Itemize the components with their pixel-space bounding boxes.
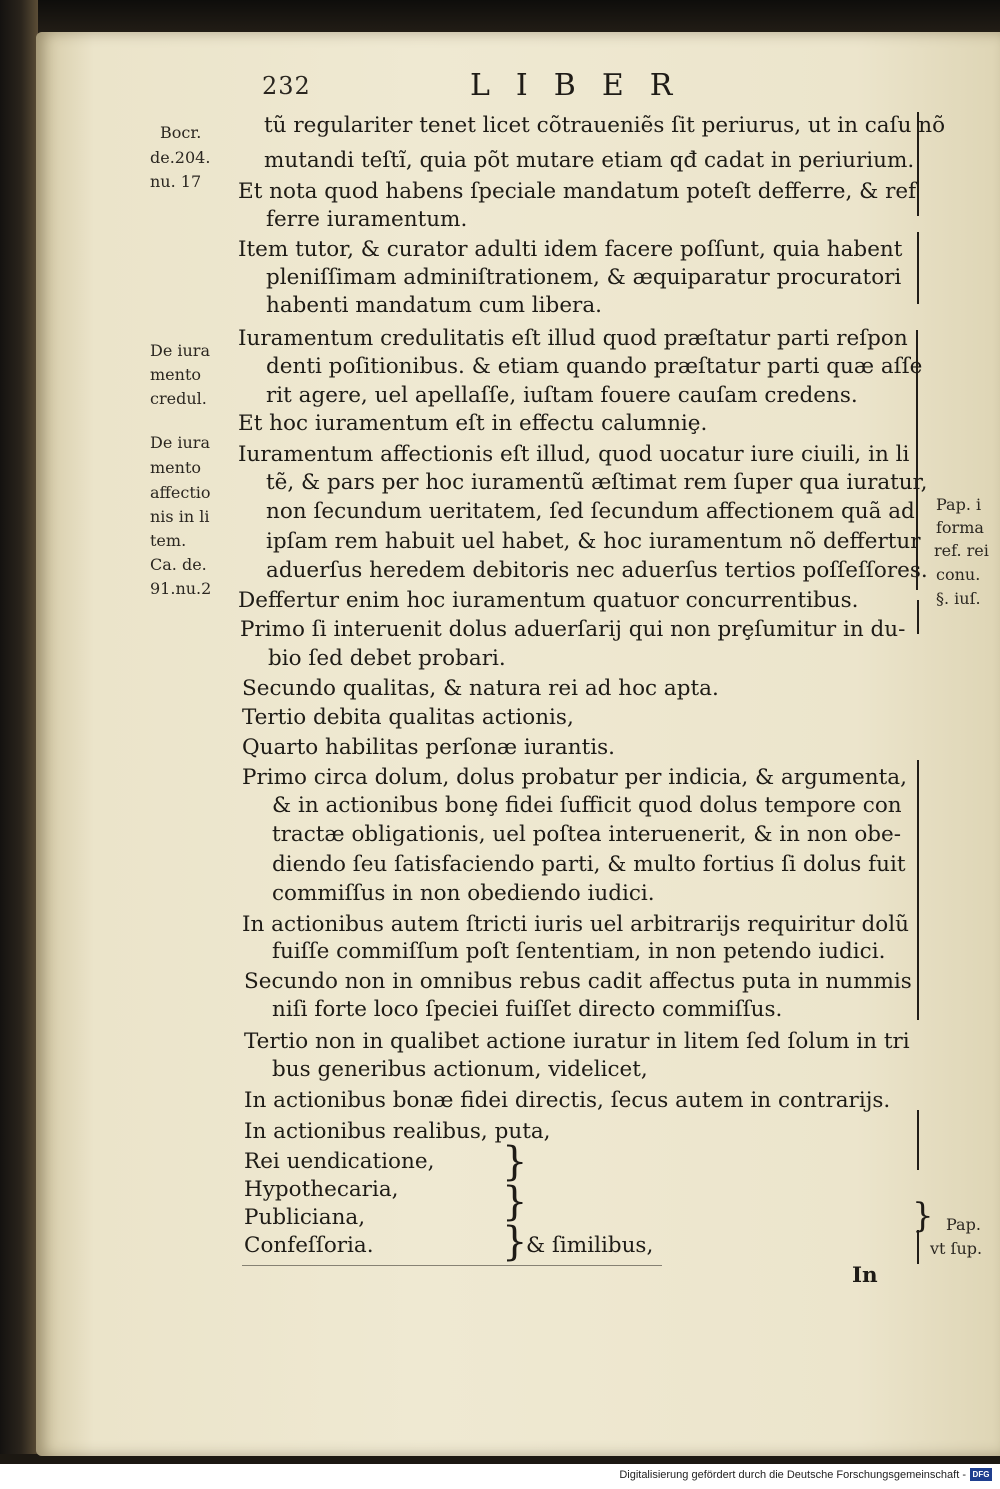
margin-note: Pap.: [946, 1215, 981, 1234]
margin-note: credul.: [150, 389, 207, 408]
digitization-credit: Digitalisierung gefördert durch die Deutsche Forschungsgemeinschaft -: [619, 1469, 966, 1481]
page-header: [262, 66, 782, 106]
text-line: Rei uendicatione,: [244, 1149, 435, 1174]
margin-note: Bocr.: [160, 123, 202, 142]
text-line: Tertio non in qualibet actione iuratur in litem ſed ſolum in tri: [244, 1029, 910, 1054]
margin-note: 91.nu.2: [150, 579, 212, 598]
text-line: Et nota quod habens ſpeciale mandatum poteſt defferre, & ref: [238, 179, 917, 204]
text-line: & in actionibus bonȩ fidei ſufficit quod dolus tempore con: [272, 793, 902, 818]
text-line: habenti mandatum cum libera.: [266, 293, 602, 318]
text-line: Deffertur enim hoc iuramentum quatuor concurrentibus.: [238, 588, 859, 613]
brace-mark: }: [912, 1196, 934, 1236]
margin-note: ref. rei: [934, 541, 989, 560]
text-line: ipſam rem habuit uel habet, & hoc iuramentum nõ deffertur: [266, 529, 921, 554]
vertical-rule: [917, 1110, 919, 1170]
text-line: Publiciana,: [244, 1205, 366, 1230]
text-line: tractæ obligationis, uel poſtea interuenerit, & in non obe-: [272, 822, 902, 847]
margin-note: nu. 17: [150, 172, 202, 191]
horizontal-rule: [242, 1265, 662, 1266]
margin-note: De iura: [150, 341, 210, 360]
text-line: tẽ, & pars per hoc iuramentũ æſtimat rem ſuper qua iuratur,: [266, 470, 928, 495]
text-line: Iuramentum affectionis eſt illud, quod uocatur iure ciuili, in li: [238, 442, 910, 467]
text-line: Confeſſoria.: [244, 1233, 374, 1258]
text-line: Primo circa dolum, dolus probatur per indicia, & argumenta,: [242, 765, 907, 790]
text-line: Primo ſi interuenit dolus aduerſarij qui non prȩſumitur in du-: [240, 617, 906, 642]
text-line: Hypothecaria,: [244, 1177, 399, 1202]
text-line: non ſecundum ueritatem, ſed ſecundum affectionem quã ad: [266, 499, 915, 524]
text-line: bus generibus actionum, videlicet,: [272, 1057, 648, 1082]
text-line: In actionibus realibus, puta,: [244, 1119, 551, 1144]
vertical-rule: [917, 600, 919, 634]
text-line: bio ſed debet probari.: [268, 646, 506, 671]
margin-note: tem.: [150, 531, 187, 550]
scan-background-left: [0, 0, 38, 1463]
catchword: In: [852, 1263, 878, 1288]
text-line: Secundo non in omnibus rebus cadit affectus puta in nummis: [244, 969, 912, 994]
text-line: mutandi teſtĩ, quia põt mutare etiam qđ cadat in periurium.: [264, 148, 915, 173]
page-number: 232: [262, 72, 311, 100]
footer-bar: [0, 1464, 1000, 1489]
text-line: aduerſus heredem debitoris nec aduerſus tertios poſſeſſores.: [266, 558, 928, 583]
dfg-logo-icon: DFG: [970, 1468, 992, 1481]
margin-note: forma: [936, 518, 984, 537]
text-line: Secundo qualitas, & natura rei ad hoc apta.: [242, 676, 719, 701]
text-line: Tertio debita qualitas actionis,: [242, 705, 574, 730]
text-line: fuiſſe commiſſum poſt ſententiam, in non petendo iudici.: [272, 939, 886, 964]
margin-note: vt ſup.: [930, 1239, 983, 1258]
vertical-rule: [917, 232, 919, 304]
margin-note: Ca. de.: [150, 555, 207, 574]
text-line: pleniſſimam adminiſtrationem, & æquiparatur procuratori: [266, 265, 902, 290]
brace-text: & ſimilibus,: [526, 1233, 654, 1258]
text-line: In actionibus autem ſtricti iuris uel arbitrarijs requiritur dolũ: [242, 912, 909, 937]
margin-note: nis in li: [150, 507, 210, 526]
text-line: rit agere, uel apellaſſe, iuſtam fouere cauſam credens.: [266, 383, 858, 408]
margin-note: De iura: [150, 433, 210, 452]
text-line: ferre iuramentum.: [266, 207, 468, 232]
brace-mark: }: [502, 1139, 528, 1185]
text-line: Quarto habilitas perſonæ iurantis.: [242, 735, 615, 760]
brace-mark: }: [502, 1179, 528, 1225]
text-line: diendo ſeu ſatisfaciendo parti, & multo fortius ſi dolus fuit: [272, 852, 906, 877]
margin-note: §. iuſ.: [936, 589, 981, 608]
text-line: Et hoc iuramentum eſt in effectu calumniȩ.: [238, 411, 708, 436]
running-title: LIBER: [470, 68, 699, 103]
margin-note: mento: [150, 458, 202, 477]
margin-note: mento: [150, 365, 202, 384]
text-line: In actionibus bonæ fidei directis, ſecus autem in contrarijs.: [244, 1088, 891, 1113]
brace-mark: }: [502, 1219, 528, 1265]
margin-note: de.204.: [150, 148, 211, 167]
text-line: denti poſitionibus. & etiam quando præſtatur parti quæ aſſe: [266, 354, 923, 379]
margin-note: affectio: [150, 483, 211, 502]
margin-note: Pap. i: [936, 495, 982, 514]
vertical-rule: [917, 760, 919, 1020]
text-line: Iuramentum credulitatis eſt illud quod præſtatur parti reſpon: [238, 326, 908, 351]
margin-note: conu.: [936, 565, 981, 584]
text-line: Item tutor, & curator adulti idem facere poſſunt, quia habent: [238, 237, 903, 262]
text-line: tũ regulariter tenet licet cõtraueniẽs ſit periurus, ut in caſu nõ: [264, 113, 946, 138]
text-line: commiſſus in non obediendo iudici.: [272, 881, 655, 906]
text-line: niſi forte loco ſpeciei fuiſſet directo commiſſus.: [272, 997, 783, 1022]
